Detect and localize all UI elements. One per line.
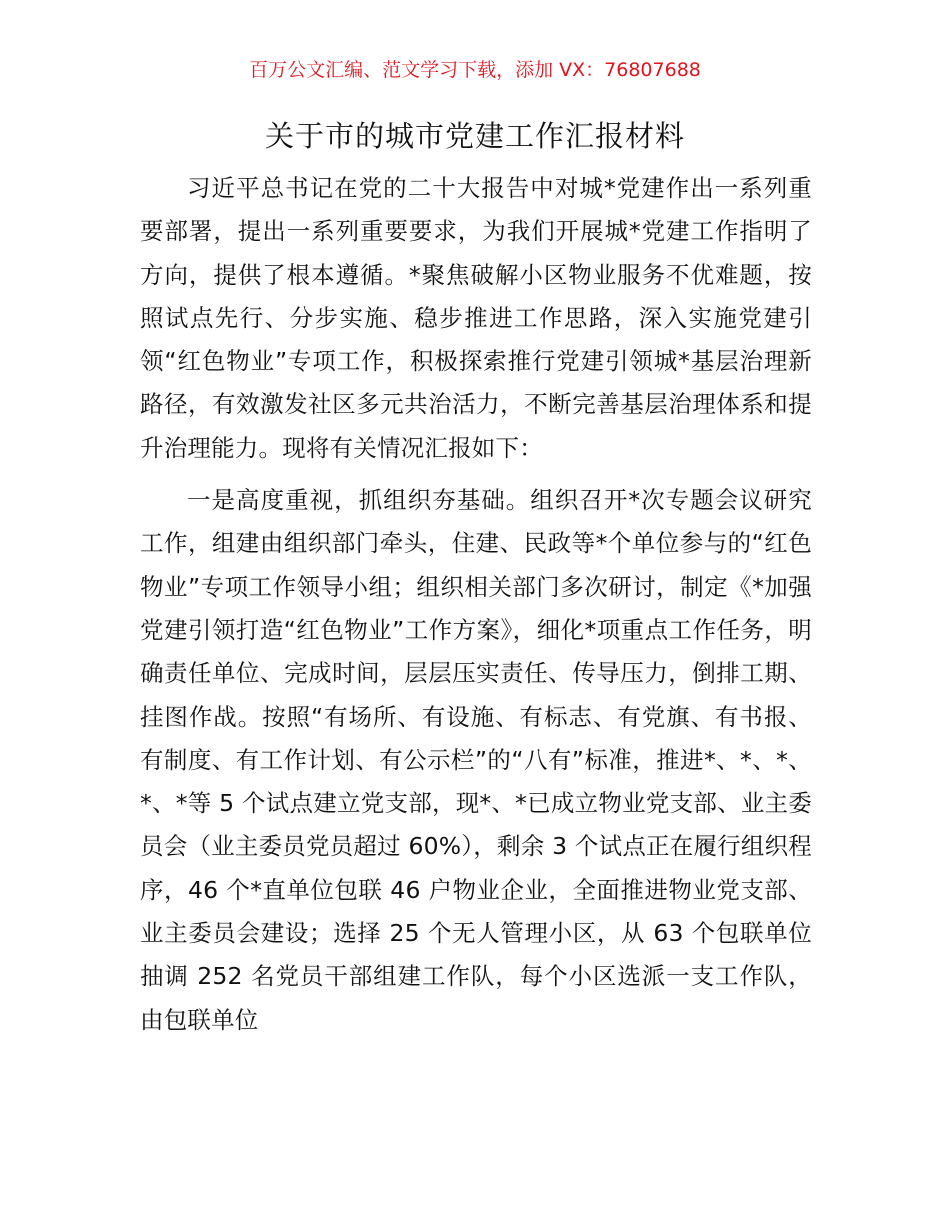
document-title: 关于市的城市党建工作汇报材料: [264, 119, 685, 153]
document-body: [140, 167, 812, 1042]
paragraph-intro: 习近平总书记在党的二十大报告中对城*党建作出一系列重要部署，提出一系列重要要求，为我们开展城*党建工作指明了方向，提供了根本遵循。*聚焦破解小区物业服务不优难题，按照试点先行、分步实施、稳步推进工作思路，深入实施党建引领“红色物业”专项工作，积极探索推行党建引领城*基层治理新路径，有效激发社区多元共治活力，不断完善基层治理体系和提升治理能力。现将有关情况汇报如下：: [140, 174, 812, 462]
paragraph-section-one: 一是高度重视，抓组织夯基础。组织召开*次专题会议研究工作，组建由组织部门牵头，住建、民政等*个单位参与的“红色物业”专项工作领导小组；组织相关部门多次研讨，制定《*加强党建引领打造“红色物业”工作方案》，细化*项重点工作任务，明确责任单位、完成时间，层层压实责任、传导压力，倒排工期、挂图作战。按照“有场所、有设施、有标志、有党旗、有书报、有制度、有工作计划、有公示栏”的“八有”标准，推进*、*、*、*、*等 5 个试点建立党支部，现*、*已成立物业党支部、业主委员会（业主委员党员超过 60%），剩余 3 个试点正在履行组织程序，46 个*直单位包联 46 户物业企业，全面推进物业党支部、业主委员会建设；选择 25 个无人管理小区，从 63 个包联单位抽调 252 名党员干部组建工作队，每个小区选派一支工作队，由包联单位: [140, 486, 812, 1034]
watermark-header: 百万公文汇编、范文学习下载，添加 VX：76807688: [249, 59, 701, 81]
